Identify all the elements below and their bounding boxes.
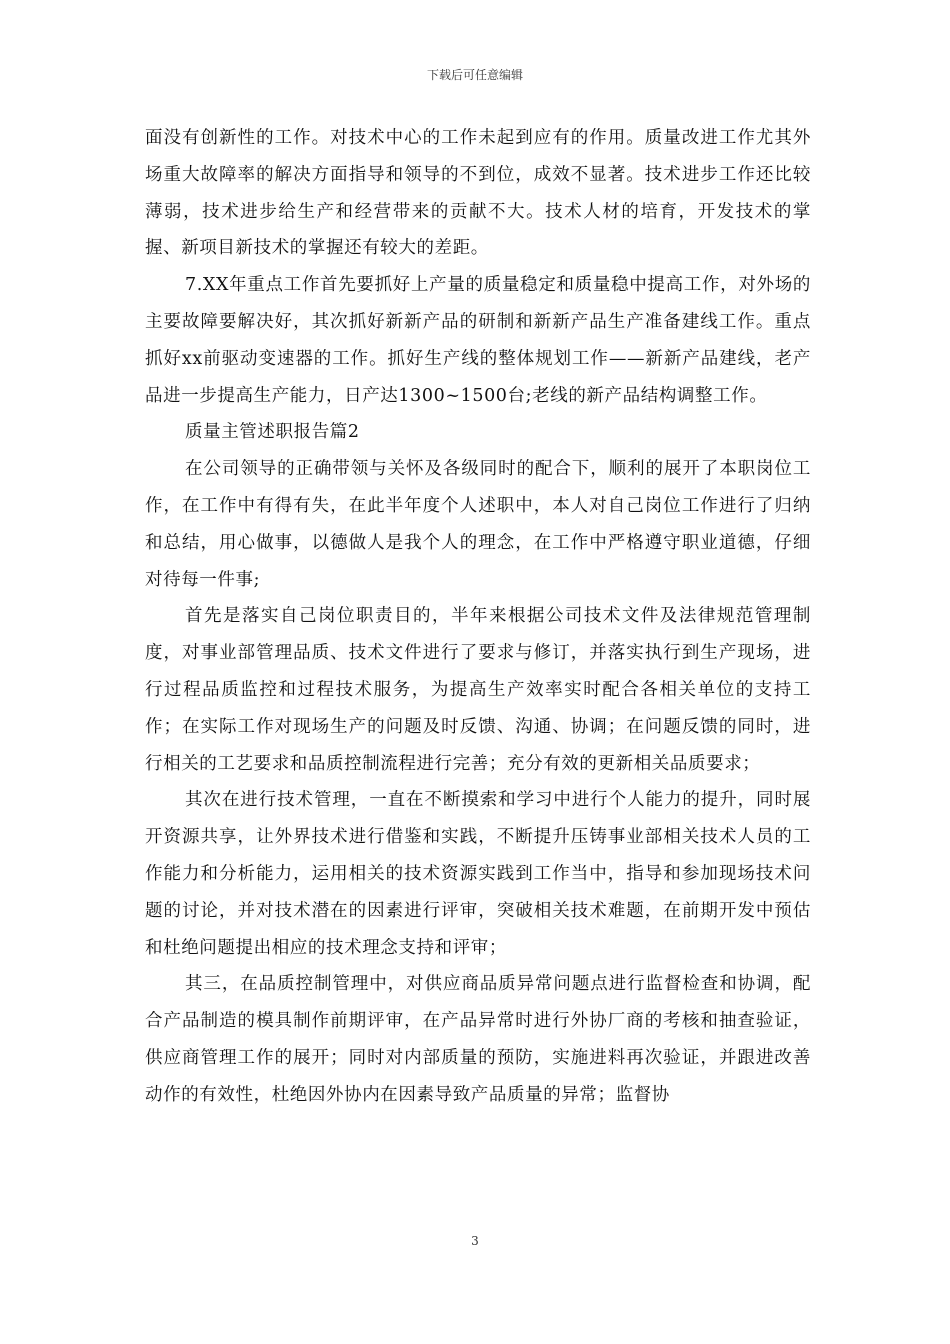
paragraph-third: 其三，在品质控制管理中，对供应商品质异常问题点进行监督检查和协调，配合产品制造的模具制作前期评审，在产品异常时进行外协厂商的考核和抽查验证，供应商管理工作的展开；同时对内部质量的预防，实施进料再次验证，并跟进改善动作的有效性，杜绝因外协内在因素导致产品质量的异常；监督协 xyxy=(145,974,811,1105)
paragraph-second: 其次在进行技术管理，一直在不断摸索和学习中进行个人能力的提升，同时展开资源共享，让外界技术进行借鉴和实践，不断提升压铸事业部相关技术人员的工作能力和分析能力，运用相关的技术资源实践到工作当中，指导和参加现场技术问题的讨论，并对技术潜在的因素进行评审，突破相关技术难题，在前期开发中预估和杜绝问题提出相应的技术理念支持和评审； xyxy=(145,790,811,958)
paragraph-continuation: 面没有创新性的工作。对技术中心的工作未起到应有的作用。质量改进工作尤其外场重大故障率的解决方面指导和领导的不到位，成效不显著。技术进步工作还比较薄弱，技术进步给生产和经营带来的贡献不大。技术人材的培育，开发技术的掌握、新项目新技术的掌握还有较大的差距。 xyxy=(145,128,811,259)
document-body xyxy=(145,120,811,1114)
page-header: 下载后可任意编辑 xyxy=(426,68,523,82)
section-heading: 质量主管述职报告篇2 xyxy=(185,422,360,443)
page-number: 3 xyxy=(471,1234,479,1248)
paragraph-intro: 在公司领导的正确带领与关怀及各级同时的配合下，顺利的展开了本职岗位工作，在工作中有得有失，在此半年度个人述职中，本人对自己岗位工作进行了归纳和总结，用心做事，以德做人是我个人的理念，在工作中严格遵守职业道德，仔细对待每一件事; xyxy=(145,459,811,590)
paragraph-first: 首先是落实自己岗位职责目的，半年来根据公司技术文件及法律规范管理制度，对事业部管理品质、技术文件进行了要求与修订，并落实执行到生产现场，进行过程品质监控和过程技术服务，为提高生产效率实时配合各相关单位的支持工作；在实际工作对现场生产的问题及时反馈、沟通、协调；在问题反馈的同时，进行相关的工艺要求和品质控制流程进行完善；充分有效的更新相关品质要求； xyxy=(145,606,811,774)
paragraph-key-work: 7.XX年重点工作首先要抓好上产量的质量稳定和质量稳中提高工作，对外场的主要故障要解决好，其次抓好新新产品的研制和新新产品生产准备建线工作。重点抓好xx前驱动变速器的工作。抓好生产线的整体规划工作——新新产品建线，老产品进一步提高生产能力，日产达1300~1500台;老线的新产品结构调整工作。 xyxy=(145,275,811,406)
